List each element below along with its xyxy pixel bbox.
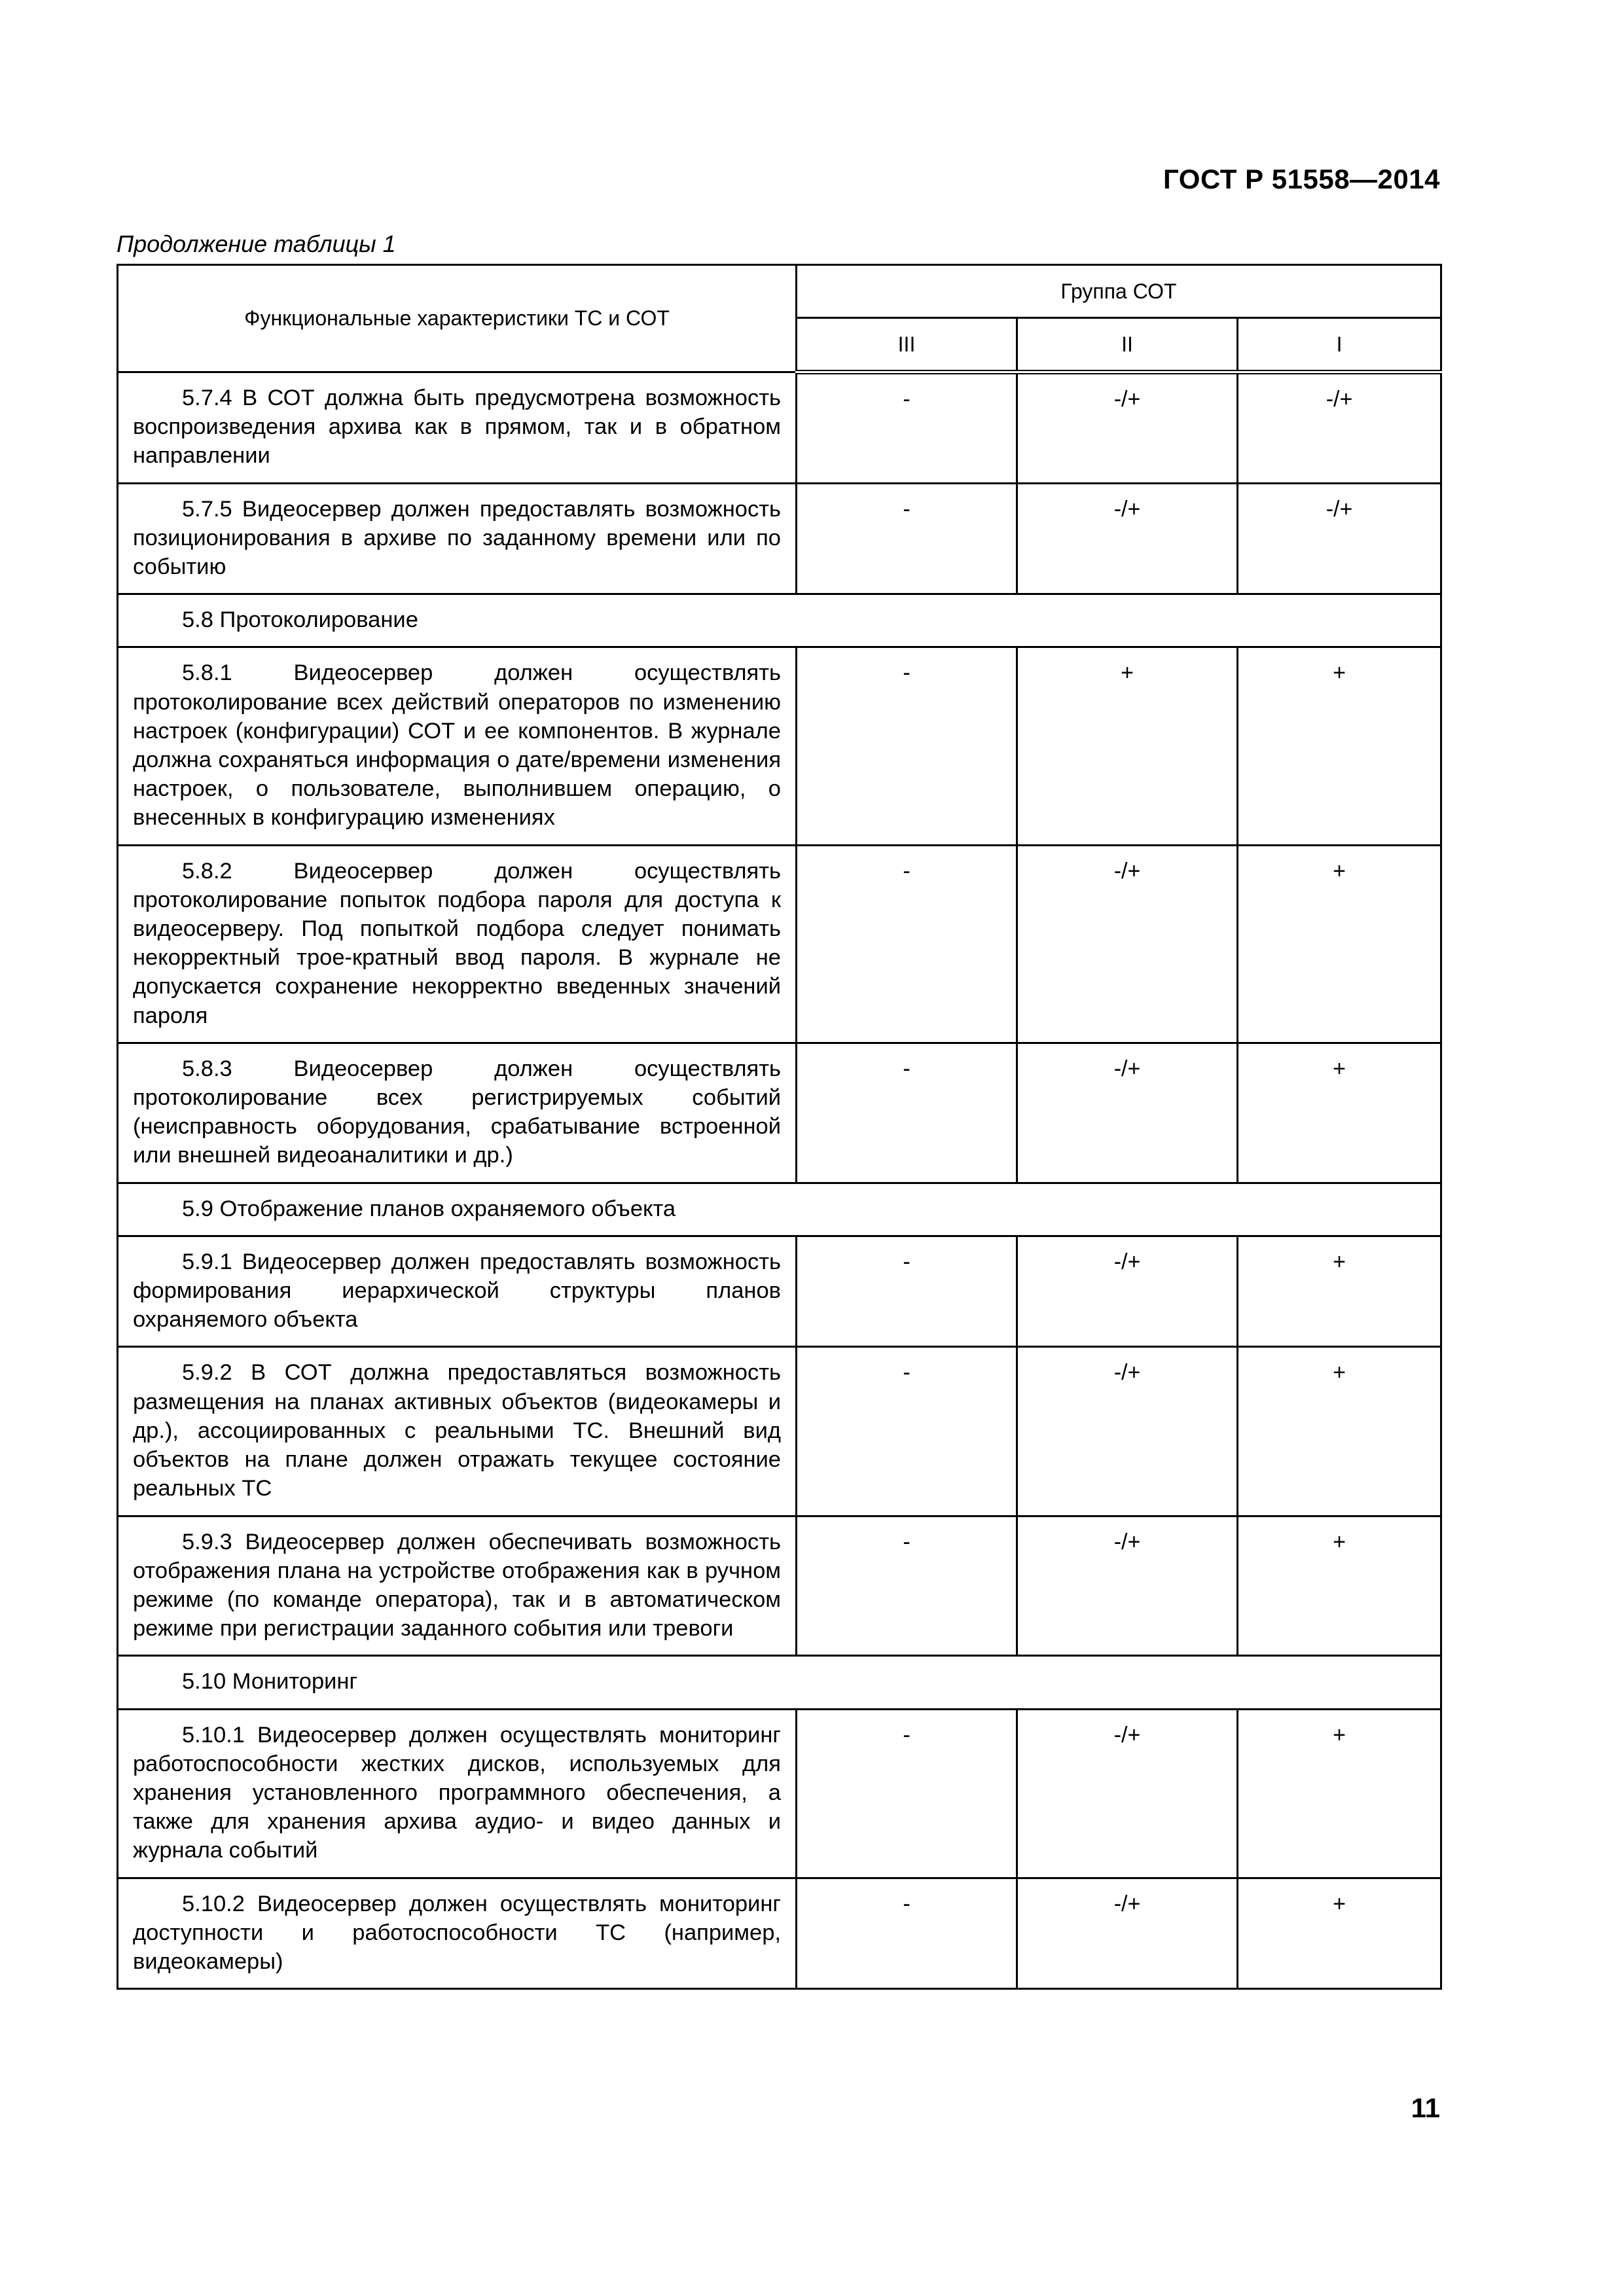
requirement-text: 5.10.2 Видеосервер должен осуществлять мониторинг доступности и работоспособности ТС (например, видеокамеры) <box>118 1878 797 1989</box>
value-class-ii: -/+ <box>1017 1043 1238 1183</box>
value-class-ii: -/+ <box>1017 1878 1238 1989</box>
requirement-text: 5.10.1 Видеосервер должен осуществлять мониторинг работоспособности жестких дисков, используемых для хранения установленного программного обеспечения, а также для хранения архива аудио- и видео данных и журнала событий <box>118 1709 797 1878</box>
value-class-i: + <box>1238 1516 1441 1656</box>
requirement-text: 5.9.2 В СОТ должна предоставляться возможность размещения на планах активных объектов (видеокамеры и др.), ассоциированных с реальными ТС. Внешний вид объектов на плане должен отражать текущее состояние реальных ТС <box>118 1347 797 1516</box>
section-row <box>118 594 1441 647</box>
table-row <box>118 372 1441 484</box>
value-class-iii: - <box>797 647 1017 845</box>
value-class-i: + <box>1238 1043 1441 1183</box>
requirements-table <box>117 264 1442 1990</box>
column-header-class-ii: II <box>1017 318 1238 372</box>
column-header-group: Группа СОТ <box>797 265 1441 318</box>
section-heading: 5.8 Протоколирование <box>118 594 1441 647</box>
table-row <box>118 1878 1441 1989</box>
requirement-text: 5.9.1 Видеосервер должен предоставлять возможность формирования иерархической структуры планов охраняемого объекта <box>118 1236 797 1347</box>
value-class-iii: - <box>797 1516 1017 1656</box>
table-continuation-caption: Продолжение таблицы 1 <box>117 230 396 257</box>
requirement-text: 5.7.5 Видеосервер должен предоставлять возможность позиционирования в архиве по заданному времени или по событию <box>118 483 797 594</box>
value-class-ii: -/+ <box>1017 483 1238 594</box>
value-class-ii: -/+ <box>1017 1516 1238 1656</box>
page-number: 11 <box>1411 2092 1440 2123</box>
table-row <box>118 1043 1441 1183</box>
value-class-iii: - <box>797 1236 1017 1347</box>
value-class-iii: - <box>797 372 1017 484</box>
section-row <box>118 1656 1441 1709</box>
table-row <box>118 647 1441 845</box>
requirement-text: 5.8.2 Видеосервер должен осуществлять протоколирование попыток подбора пароля для доступа к видеосерверу. Под попыткой подбора следует понимать некорректный трое-кратный ввод пароля. В журнале не допускается сохранение некорректно введенных значений пароля <box>118 845 797 1043</box>
section-heading: 5.10 Мониторинг <box>118 1656 1441 1709</box>
value-class-ii: + <box>1017 647 1238 845</box>
requirement-text: 5.9.3 Видеосервер должен обеспечивать возможность отображения плана на устройстве отображения как в ручном режиме (по команде оператора), так и в автоматическом режиме при регистрации заданного события или тревоги <box>118 1516 797 1656</box>
value-class-i: + <box>1238 1709 1441 1878</box>
value-class-i: + <box>1238 647 1441 845</box>
section-row <box>118 1183 1441 1236</box>
column-header-class-i: I <box>1238 318 1441 372</box>
value-class-ii: -/+ <box>1017 372 1238 484</box>
value-class-ii: -/+ <box>1017 845 1238 1043</box>
table-row <box>118 483 1441 594</box>
value-class-i: + <box>1238 845 1441 1043</box>
value-class-iii: - <box>797 1347 1017 1516</box>
value-class-ii: -/+ <box>1017 1347 1238 1516</box>
value-class-iii: - <box>797 845 1017 1043</box>
column-header-functional-characteristics: Функциональные характеристики ТС и СОТ <box>118 265 797 372</box>
section-heading: 5.9 Отображение планов охраняемого объекта <box>118 1183 1441 1236</box>
value-class-iii: - <box>797 1878 1017 1989</box>
value-class-i: -/+ <box>1238 372 1441 484</box>
table-row <box>118 1347 1441 1516</box>
requirement-text: 5.7.4 В СОТ должна быть предусмотрена возможность воспроизведения архива как в прямом, так и в обратном направлении <box>118 372 797 484</box>
requirement-text: 5.8.1 Видеосервер должен осуществлять протоколирование всех действий операторов по изменению настроек (конфигурации) СОТ и ее компонентов. В журнале должна сохраняться информация о дате/времени изменения настроек, о пользователе, выполнившем операцию, о внесенных в конфигурацию изменениях <box>118 647 797 845</box>
value-class-iii: - <box>797 1709 1017 1878</box>
table-row <box>118 1236 1441 1347</box>
value-class-i: + <box>1238 1878 1441 1989</box>
table-row <box>118 1709 1441 1878</box>
value-class-i: + <box>1238 1347 1441 1516</box>
value-class-i: + <box>1238 1236 1441 1347</box>
column-header-class-iii: III <box>797 318 1017 372</box>
value-class-iii: - <box>797 1043 1017 1183</box>
value-class-i: -/+ <box>1238 483 1441 594</box>
value-class-ii: -/+ <box>1017 1236 1238 1347</box>
value-class-ii: -/+ <box>1017 1709 1238 1878</box>
document-code: ГОСТ Р 51558—2014 <box>1163 164 1440 194</box>
table-row <box>118 845 1441 1043</box>
table-row <box>118 1516 1441 1656</box>
requirement-text: 5.8.3 Видеосервер должен осуществлять протоколирование всех регистрируемых событий (неисправность оборудования, срабатывание встроенной или внешней видеоаналитики и др.) <box>118 1043 797 1183</box>
value-class-iii: - <box>797 483 1017 594</box>
